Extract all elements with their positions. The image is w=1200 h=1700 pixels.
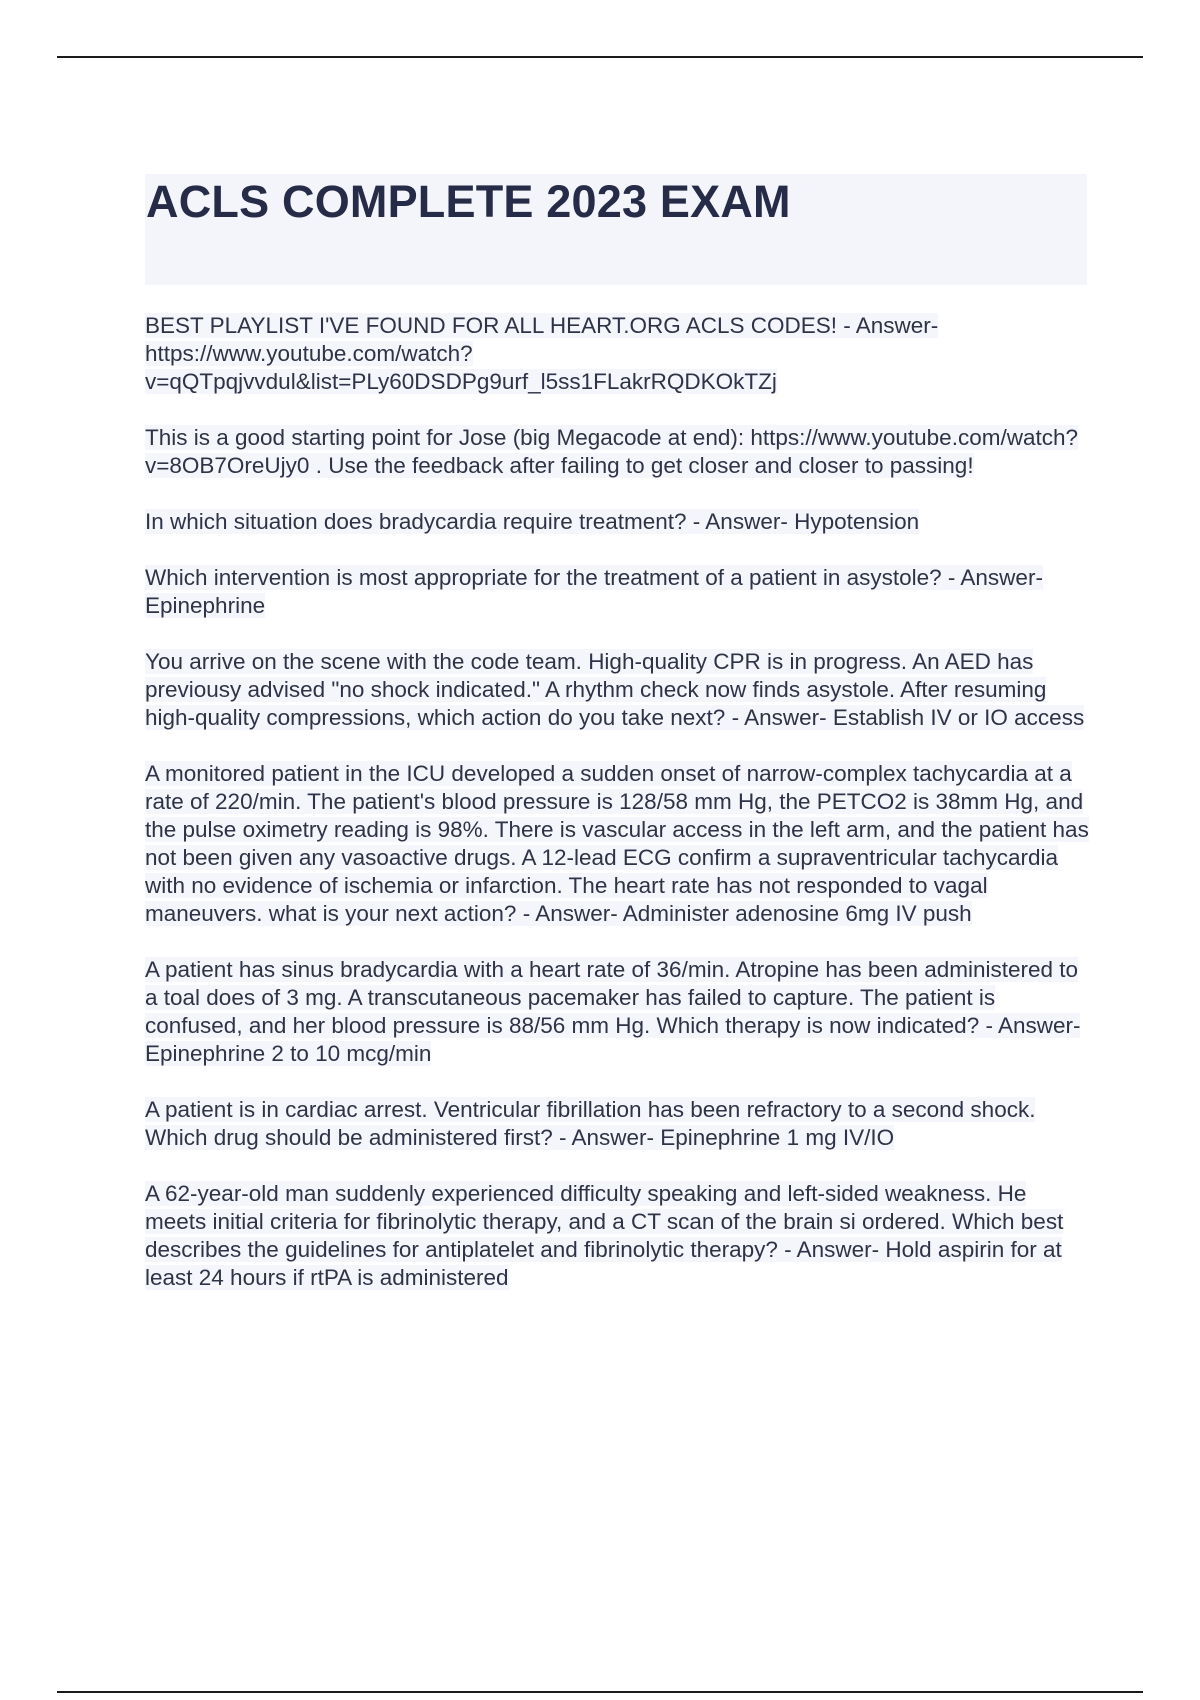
qa-entry-3 (145, 508, 1090, 536)
qa-entry-text: You arrive on the scene with the code team. High-quality CPR is in progress. An AED has previousy advised "no shock indicated." A rhythm check now finds asystole. After resuming high-quality compressions, which action do you take next? - Answer- Establish IV or IO access (145, 649, 1085, 730)
qa-entry-2 (145, 424, 1090, 480)
qa-entry-text: A patient is in cardiac arrest. Ventricular fibrillation has been refractory to a second shock. Which drug should be administered first? - Answer- Epinephrine 1 mg IV/IO (145, 1097, 1036, 1150)
qa-entry-8 (145, 1096, 1090, 1152)
qa-entry-1 (145, 312, 1090, 396)
qa-entry-9 (145, 1180, 1090, 1292)
qa-entry-4 (145, 564, 1090, 620)
qa-entry-text: This is a good starting point for Jose (big Megacode at end): https://www.youtube.com/watch?v=8OB7OreUjy0 . Use the feedback after failing to get closer and closer to passing! (145, 425, 1078, 478)
qa-entry-7 (145, 956, 1090, 1068)
qa-entry-5 (145, 648, 1090, 732)
qa-entry-text: A 62-year-old man suddenly experienced difficulty speaking and left-sided weakness. He meets initial criteria for fibrinolytic therapy, and a CT scan of the brain si ordered. Which best describes the guidelines for antiplatelet and fibrinolytic therapy? - Answer- Hold aspirin for at least 24 hours if rtPA is administered (145, 1181, 1064, 1290)
qa-entry-text: Which intervention is most appropriate for the treatment of a patient in asystole? - Answer- Epinephrine (145, 565, 1043, 618)
page-title: ACLS COMPLETE 2023 EXAM (146, 176, 791, 227)
qa-entry-text: BEST PLAYLIST I'VE FOUND FOR ALL HEART.ORG ACLS CODES! - Answer- https://www.youtube.com/watch?v=qQTpqjvvdul&list=PLy60DSDPg9urf_l5ss1FLakrRQDKOkTZj (145, 313, 939, 394)
qa-entry-text: A patient has sinus bradycardia with a heart rate of 36/min. Atropine has been administered to a toal does of 3 mg. A transcutaneous pacemaker has failed to capture. The patient is confused, and her blood pressure is 88/56 mm Hg. Which therapy is now indicated? - Answer- Epinephrine 2 to 10 mcg/min (145, 957, 1081, 1066)
bottom-divider (57, 1691, 1143, 1693)
qa-entry-6 (145, 760, 1090, 928)
top-divider (57, 56, 1143, 58)
qa-entry-text: A monitored patient in the ICU developed a sudden onset of narrow-complex tachycardia at a rate of 220/min. The patient's blood pressure is 128/58 mm Hg, the PETCO2 is 38mm Hg, and the pulse oximetry reading is 98%. There is vascular access in the left arm, and the patient has not been given any vasoactive drugs. A 12-lead ECG confirm a supraventricular tachycardia with no evidence of ischemia or infarction. The heart rate has not responded to vagal maneuvers. what is your next action? - Answer- Administer adenosine 6mg IV push (145, 761, 1089, 926)
question-list (145, 312, 1090, 1320)
qa-entry-text: In which situation does bradycardia require treatment? - Answer- Hypotension (145, 509, 920, 534)
